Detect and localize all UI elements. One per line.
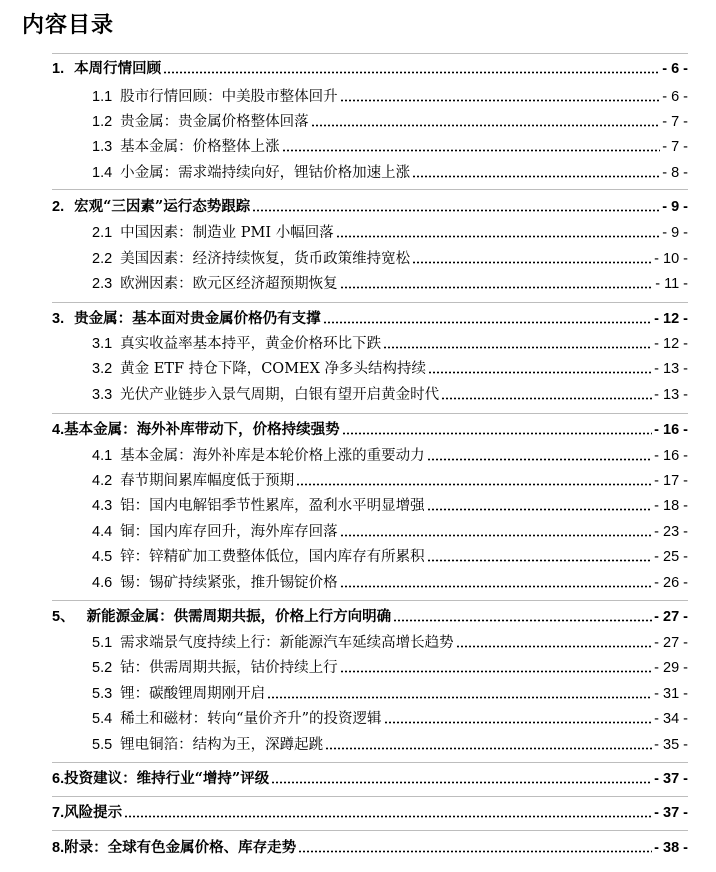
toc-entry-label: 中国因素：制造业 PMI 小幅回落	[120, 225, 334, 241]
toc-page-number: - 18 -	[654, 498, 688, 514]
dot-leader	[124, 815, 652, 818]
dot-leader	[427, 508, 652, 511]
toc-page-number: - 13 -	[654, 387, 688, 403]
toc-entry-title	[92, 386, 439, 404]
toc-subsection-entry[interactable]	[92, 708, 688, 728]
toc-subsection-entry[interactable]	[92, 162, 688, 182]
dot-leader	[428, 371, 652, 374]
toc-page-number: - 25 -	[654, 549, 688, 565]
toc-entry-number: 6.	[52, 771, 65, 787]
toc-entry-number: 2.	[52, 199, 65, 215]
toc-entry-title	[52, 839, 296, 857]
toc-entry-title	[92, 523, 338, 541]
toc-page-number: - 38 -	[654, 840, 688, 856]
dot-leader	[340, 534, 652, 537]
toc-page-number: - 13 -	[654, 361, 688, 377]
toc-subsection-entry[interactable]	[92, 136, 688, 156]
toc-section-entry[interactable]	[52, 196, 688, 216]
toc-section-entry[interactable]	[52, 308, 688, 328]
toc-entry-label: 钴：供需周期共振，钴价持续上行	[120, 660, 338, 676]
dot-leader	[383, 346, 652, 349]
dot-leader	[296, 483, 652, 486]
toc-entry-title	[92, 88, 338, 106]
toc-entry-title	[92, 224, 334, 242]
toc-entry-number: 5.2	[92, 660, 113, 676]
toc-section-entry[interactable]	[52, 837, 688, 857]
toc-page-number: - 16 -	[654, 448, 688, 464]
toc-entry-label: 风险提示	[64, 804, 123, 821]
section-divider	[52, 413, 688, 414]
dot-leader	[456, 645, 652, 648]
toc-entry-number: 7.	[52, 805, 65, 821]
section-divider	[52, 302, 688, 303]
toc-entry-label: 光伏产业链步入景气周期，白银有望开启黄金时代	[120, 387, 440, 403]
toc-entry-label: 需求端景气度持续上行：新能源汽车延续高增长趋势	[120, 635, 454, 651]
section-divider	[52, 600, 688, 601]
toc-entry-label: 新能源金属：供需周期共振，价格上行方向明确	[86, 608, 392, 625]
toc-entry-number: 2.3	[92, 276, 113, 292]
toc-entry-number: 3.1	[92, 336, 113, 352]
toc-entry-title	[92, 710, 382, 728]
toc-subsection-entry[interactable]	[92, 384, 688, 404]
toc-entry-number: 4.4	[92, 524, 113, 540]
dot-leader	[340, 286, 654, 289]
toc-section-entry[interactable]	[52, 606, 688, 626]
dot-leader	[323, 321, 653, 324]
toc-entry-label: 黄金 ETF 持仓下降，COMEX 净多头结构持续	[120, 361, 427, 377]
toc-entry-label: 欧洲因素：欧元区经济超预期恢复	[120, 276, 338, 292]
toc-page-number: - 17 -	[654, 473, 688, 489]
toc-page-number: - 27 -	[654, 609, 688, 625]
toc-entry-title	[92, 634, 454, 652]
dot-leader	[311, 124, 661, 127]
dot-leader	[325, 747, 652, 750]
toc-entry-number: 4.3	[92, 498, 113, 514]
toc-entry-number: 2.2	[92, 251, 113, 267]
toc-page-number: - 6 -	[662, 61, 688, 77]
toc-subsection-entry[interactable]	[92, 222, 688, 242]
toc-page-number: - 31 -	[654, 686, 688, 702]
dot-leader	[271, 781, 652, 784]
toc-page-number: - 7 -	[662, 114, 688, 130]
toc-entry-label: 铜：国内库存回升，海外库存回落	[120, 524, 338, 540]
toc-entry-label: 宏观“三因素”运行态势跟踪	[74, 198, 251, 215]
toc-entry-number: 1.1	[92, 89, 113, 105]
toc-entry-title	[52, 198, 250, 216]
toc-entry-title	[92, 472, 294, 490]
toc-page-number: - 34 -	[654, 711, 688, 727]
toc-page-number: - 26 -	[654, 575, 688, 591]
dot-leader	[412, 175, 660, 178]
toc-entry-number: 5.1	[92, 635, 113, 651]
toc-subsection-entry[interactable]	[92, 734, 688, 754]
toc-entry-number: 1.	[52, 61, 65, 77]
toc-entry-label: 铝：国内电解铝季节性累库，盈利水平明显增强	[120, 498, 425, 514]
toc-section-entry[interactable]	[52, 419, 688, 439]
toc-page-number: - 16 -	[654, 422, 688, 438]
toc-entry-label: 锡：锡矿持续紧张，推升锡锭价格	[120, 575, 338, 591]
dot-leader	[427, 458, 652, 461]
toc-entry-number: 5、	[52, 609, 75, 625]
toc-entry-number: 1.4	[92, 165, 113, 181]
section-divider	[52, 189, 688, 190]
section-divider	[52, 830, 688, 831]
toc-subsection-entry[interactable]	[92, 333, 688, 353]
toc-subsection-entry[interactable]	[92, 657, 688, 677]
dot-leader	[340, 99, 661, 102]
toc-entry-number: 3.2	[92, 361, 113, 377]
toc-entry-title	[52, 804, 122, 822]
toc-entry-label: 小金属：需求端持续向好，锂钴价格加速上涨	[120, 165, 411, 181]
toc-entry-label: 锂电铜箔：结构为王，深蹲起跳	[120, 737, 324, 753]
toc-entry-number: 2.1	[92, 225, 113, 241]
toc-subsection-entry[interactable]	[92, 572, 688, 592]
dot-leader	[412, 261, 652, 264]
toc-entry-label: 春节期间累库幅度低于预期	[120, 473, 295, 489]
toc-subsection-entry[interactable]	[92, 470, 688, 490]
toc-page-number: - 7 -	[662, 139, 688, 155]
toc-entry-title	[92, 497, 425, 515]
dot-leader	[384, 721, 653, 724]
toc-entry-number: 5.3	[92, 686, 113, 702]
toc-section-entry[interactable]	[52, 768, 688, 788]
dot-leader	[340, 670, 652, 673]
toc-entry-title	[52, 770, 269, 788]
toc-entry-number: 4.5	[92, 549, 113, 565]
dot-leader	[441, 397, 652, 400]
toc-entry-title	[92, 685, 265, 703]
toc-page-number: - 12 -	[654, 311, 688, 327]
toc-entry-number: 4.1	[92, 448, 113, 464]
toc-entry-number: 8.	[52, 840, 65, 856]
toc-entry-number: 1.3	[92, 139, 113, 155]
toc-entry-number: 4.2	[92, 473, 113, 489]
toc-entry-title	[92, 335, 381, 353]
toc-entry-label: 美国因素：经济持续恢复，货币政策维持宽松	[120, 251, 411, 267]
toc-page-number: - 11 -	[655, 276, 688, 292]
page-title: 内容目录	[22, 12, 115, 38]
section-divider	[52, 762, 688, 763]
toc-section-entry[interactable]	[52, 58, 688, 78]
toc-entry-number: 4.	[52, 422, 65, 438]
dot-leader	[298, 850, 652, 853]
dot-leader	[336, 235, 660, 238]
toc-entry-label: 锌：锌精矿加工费整体低位，国内库存有所累积	[120, 549, 425, 565]
toc-entry-number: 1.2	[92, 114, 113, 130]
toc-page-number: - 9 -	[662, 225, 688, 241]
toc-subsection-entry[interactable]	[92, 445, 688, 465]
dot-leader	[282, 149, 661, 152]
toc-entry-label: 本周行情回顾	[74, 60, 162, 77]
toc-subsection-entry[interactable]	[92, 86, 688, 106]
dot-leader	[163, 71, 660, 74]
toc-subsection-entry[interactable]	[92, 495, 688, 515]
toc-page-number: - 10 -	[654, 251, 688, 267]
toc-entry-number: 4.6	[92, 575, 113, 591]
dot-leader	[342, 432, 653, 435]
toc-page-number: - 12 -	[654, 336, 688, 352]
toc-entry-label: 稀土和磁材：转向“量价齐升”的投资逻辑	[120, 711, 382, 727]
toc-entry-label: 基本金属：海外补库带动下，价格持续强势	[64, 421, 340, 438]
toc-entry-title	[92, 447, 425, 465]
toc-page-number: - 9 -	[662, 199, 688, 215]
toc-entry-label: 股市行情回顾：中美股市整体回升	[120, 89, 338, 105]
toc-entry-label: 基本金属：海外补库是本轮价格上涨的重要动力	[120, 448, 425, 464]
toc-section-entry[interactable]	[52, 802, 688, 822]
toc-page-number: - 6 -	[662, 89, 688, 105]
toc-subsection-entry[interactable]	[92, 111, 688, 131]
toc-entry-label: 投资建议：维持行业“增持”评级	[64, 770, 270, 787]
toc-entry-title	[92, 736, 323, 754]
section-divider	[52, 53, 688, 54]
toc-entry-title	[92, 138, 280, 156]
toc-subsection-entry[interactable]	[92, 273, 688, 293]
section-divider	[52, 796, 688, 797]
dot-leader	[427, 559, 652, 562]
toc-entry-title	[92, 164, 410, 182]
toc-entry-title	[52, 421, 340, 439]
toc-page-number: - 37 -	[654, 805, 688, 821]
toc-subsection-entry[interactable]	[92, 546, 688, 566]
toc-subsection-entry[interactable]	[92, 632, 688, 652]
toc-page-number: - 37 -	[654, 771, 688, 787]
toc-entry-title	[92, 250, 410, 268]
dot-leader	[252, 209, 660, 212]
toc-entry-title	[52, 60, 161, 78]
toc-entry-number: 5.5	[92, 737, 113, 753]
toc-subsection-entry[interactable]	[92, 683, 688, 703]
toc-entry-label: 基本金属：价格整体上涨	[120, 139, 280, 155]
toc-page-number: - 35 -	[654, 737, 688, 753]
toc-entry-label: 锂：碳酸锂周期刚开启	[120, 686, 266, 702]
dot-leader	[267, 696, 652, 699]
toc-entry-title	[92, 548, 425, 566]
toc-page-number: - 23 -	[654, 524, 688, 540]
toc-page-number: - 8 -	[662, 165, 688, 181]
toc-entry-label: 贵金属：贵金属价格整体回落	[120, 114, 309, 130]
toc-entry-title	[92, 659, 338, 677]
toc-page-number: - 29 -	[654, 660, 688, 676]
toc-entry-label: 附录：全球有色金属价格、库存走势	[64, 839, 297, 856]
toc-subsection-entry[interactable]	[92, 358, 688, 378]
toc-page-number: - 27 -	[654, 635, 688, 651]
toc-entry-label: 贵金属：基本面对贵金属价格仍有支撑	[74, 310, 321, 327]
toc-subsection-entry[interactable]	[92, 248, 688, 268]
toc-entry-number: 5.4	[92, 711, 113, 727]
toc-entry-number: 3.3	[92, 387, 113, 403]
toc-subsection-entry[interactable]	[92, 521, 688, 541]
dot-leader	[340, 585, 652, 588]
toc-entry-number: 3.	[52, 311, 65, 327]
toc-entry-title	[92, 360, 426, 378]
toc-entry-title	[92, 113, 309, 131]
toc-entry-title	[92, 275, 338, 293]
toc-entry-label: 真实收益率基本持平，黄金价格环比下跌	[120, 336, 382, 352]
dot-leader	[393, 619, 652, 622]
toc-entry-title	[52, 310, 321, 328]
toc-entry-title	[52, 608, 391, 626]
toc-entry-title	[92, 574, 338, 592]
